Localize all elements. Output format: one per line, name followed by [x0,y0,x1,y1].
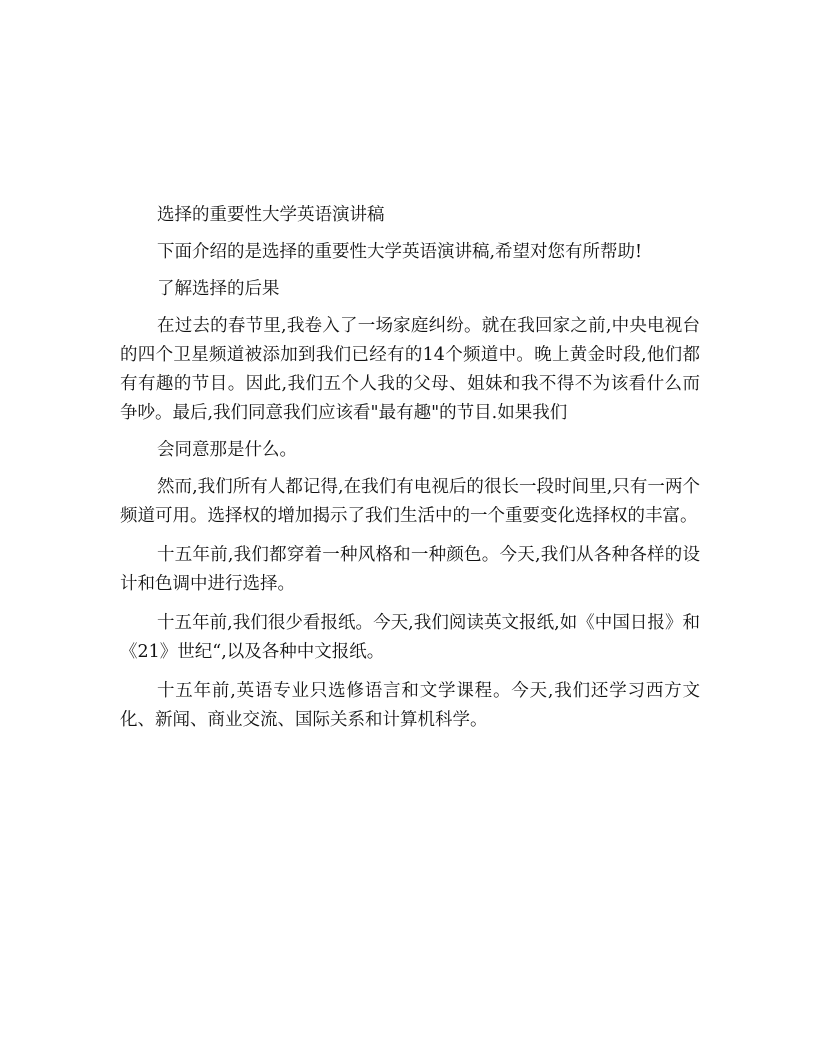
paragraph-channels: 然而,我们所有人都记得,在我们有电视后的很长一段时间里,只有一两个频道可用。选择权的增加揭示了我们生活中的一个重要变化选择权的丰富。 [120,477,700,526]
document-title: 选择的重要性大学英语演讲稿 [157,205,385,225]
paragraph-heading: 了解选择的后果 [157,279,280,299]
paragraph-intro: 下面介绍的是选择的重要性大学英语演讲稿,希望对您有所帮助! [157,242,643,262]
paragraph-courses: 十五年前,英语专业只选修语言和文学课程。今天,我们还学习西方文化、新闻、商业交流、国际关系和计算机科学。 [120,681,700,730]
paragraph-agree: 会同意那是什么。 [157,440,297,460]
paragraph-spring-festival: 在过去的春节里,我卷入了一场家庭纠纷。就在我回家之前,中央电视台的四个卫星频道被添加到我们已经有的14个频道中。晚上黄金时段,他们都有有趣的节目。因此,我们五个人我的父母、姐妹和我不得不为该看什么而争吵。最后,我们同意我们应该看"最有趣"的节目.如果我们 [120,316,700,423]
paragraph-clothing: 十五年前,我们都穿着一种风格和一种颜色。今天,我们从各种各样的设计和色调中进行选择。 [120,545,700,594]
paragraph-newspapers: 十五年前,我们很少看报纸。今天,我们阅读英文报纸,如《中国日报》和《21》世纪“,以及各种中文报纸。 [120,613,700,662]
document-body [120,201,700,735]
